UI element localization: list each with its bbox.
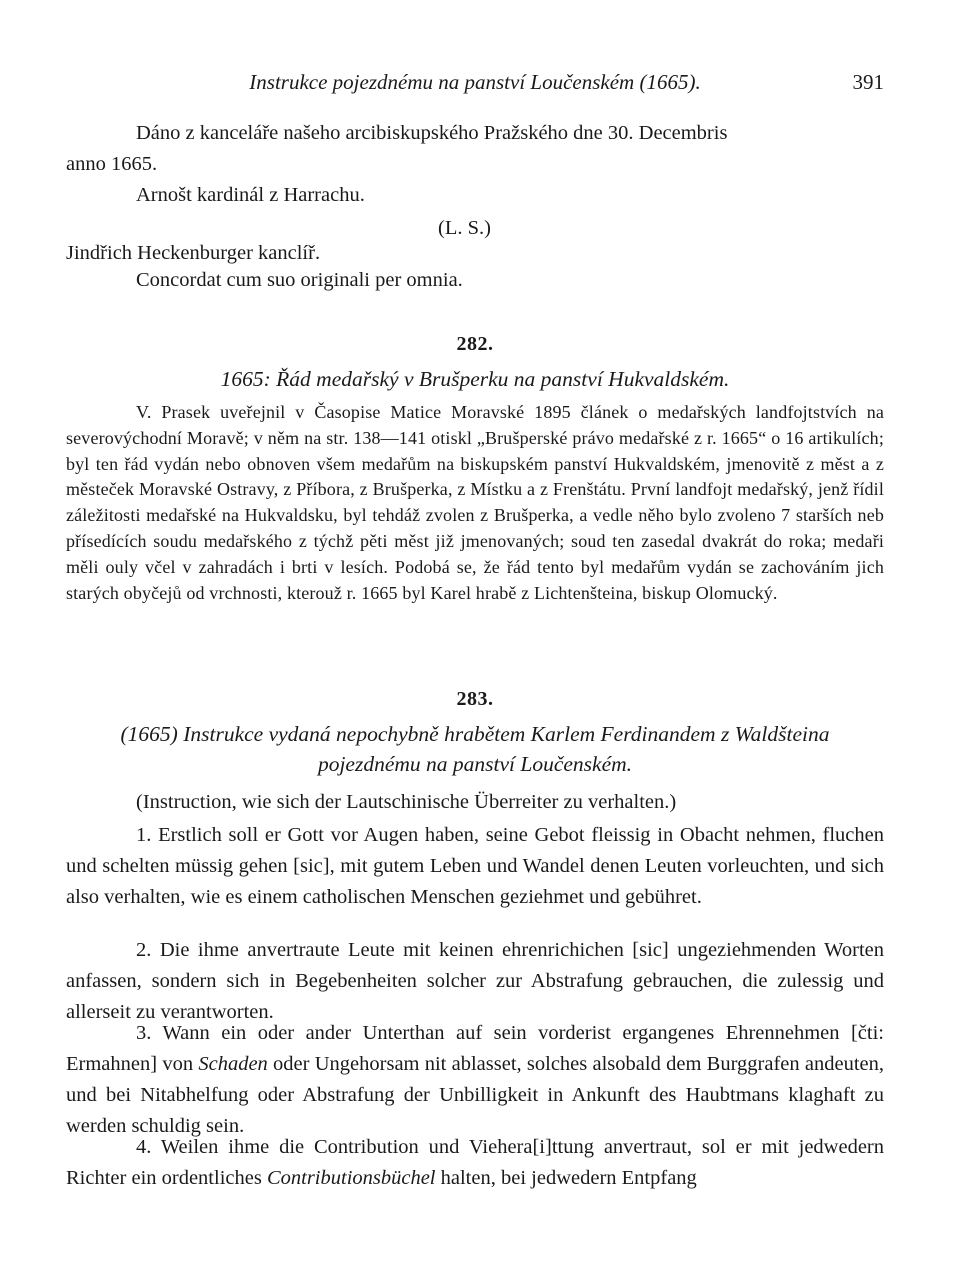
section-title-283 bbox=[66, 719, 884, 779]
article-3-italic: Schaden bbox=[198, 1053, 268, 1075]
page-number: 391 bbox=[852, 70, 884, 94]
article-3-text-b: oder Ungehorsam nit ablasset, solches alsobald dem Burggrafen andeuten, und bei Nitabhelfung oder Abstrafung der Unbilligkeit in Ankunft des Haubtmans klaghaft zu werden schuldig sein. bbox=[66, 1053, 884, 1137]
date-line bbox=[66, 118, 884, 149]
section-number-282: 282. bbox=[456, 333, 494, 355]
section-title-282: 1665: Řád medařský v Brušperku na panství Hukvaldském. bbox=[220, 367, 730, 391]
seal-mark: (L. S.) bbox=[438, 217, 491, 239]
running-title: Instrukce pojezdnému na panství Loučenském (1665). bbox=[249, 70, 701, 94]
article-4 bbox=[66, 1132, 884, 1194]
section-title-283-line-2: pojezdnému na panství Loučenském. bbox=[317, 752, 633, 776]
page-header bbox=[66, 66, 884, 98]
date-line-2: anno 1665. bbox=[66, 153, 158, 175]
instruction-subtitle: (Instruction, wie sich der Lautschinische Überreiter zu verhalten.) bbox=[136, 791, 677, 813]
article-2: 2. Die ihme anvertraute Leute mit keinen ehrenrichichen [sic] ungeziehmenden Worten anfassen, sondern sich in Begebenheiten solcher zur Abstrafung gebrauchen, die zulessig und allerseit zu verantworten. bbox=[66, 939, 884, 1023]
section-title-283-line-1: (1665) Instrukce vydaná nepochybně hrabětem Karlem Ferdinandem z Waldšteina bbox=[120, 722, 830, 746]
article-1: 1. Erstlich soll er Gott vor Augen haben, seine Gebot fleissig in Obacht nehmen, fluchen und schelten müssig gehen [sic], mit gutem Leben und Wandel denen Leuten vorleuchten, und sich also verhalten, wie es einem catholischen Menschen geziehmet und gebühret. bbox=[66, 824, 884, 908]
article-4-text-a: 4. Weilen ihme die Contribution und Viehera[i]ttung anvertraut, sol er mit jedwedern Richter ein ordentliches bbox=[66, 1136, 884, 1189]
article-4-italic: Contributionsbüchel bbox=[266, 1167, 436, 1189]
section-number-283: 283. bbox=[456, 688, 494, 710]
section-body-282: V. Prasek uveřejnil v Časopise Matice Moravské 1895 článek o medařských landfojtstvích na severovýchodní Moravě; v něm na str. 138—141 otiskl „Brušperské právo medařské z r. 1665“ o 16 artikulích; byl ten řád vydán nebo obnoven všem medařům na biskupském panství Hukvaldském, jmenovitě z měst a z městeček Moravské Ostravy, z Příbora, z Brušperka, z Místku a z Frenštátu. První landfojt medařský, jenž řídil záležitosti medařské na Hukvaldsku, byl tehdáž zvolen z Brušperka, a vedle něho bylo zvoleno 7 starších neb přísedících soudu medařského z týchž pěti měst již jmenovaných; soud ten zasedal dvakrát do roka; medaři měli ouly včel v zahradách i brti v lesích. Podobá se, že řád tento byl medařům vydán se zachováním jich starých obyčejů od vrchnosti, kterouž r. 1665 byl Karel hrabě z Lichtenšteina, biskup Olomucký. bbox=[66, 402, 884, 603]
article-3-text-a: 3. Wann ein oder ander Unterthan auf sein vorderist ergangenes Ehrennehmen [čti: Ermahnen] von bbox=[66, 1022, 884, 1075]
article-4-text-b: halten, bei jedwedern Entpfang bbox=[435, 1167, 697, 1189]
signer: Arnošt kardinál z Harrachu. bbox=[136, 184, 365, 206]
concordat-note: Concordat cum suo originali per omnia. bbox=[136, 269, 463, 291]
article-3 bbox=[66, 1018, 884, 1142]
date-line-1: Dáno z kanceláře našeho arcibiskupského Pražského dne 30. Decembris bbox=[136, 122, 728, 144]
chancellor: Jindřich Heckenburger kanclíř. bbox=[66, 242, 321, 264]
